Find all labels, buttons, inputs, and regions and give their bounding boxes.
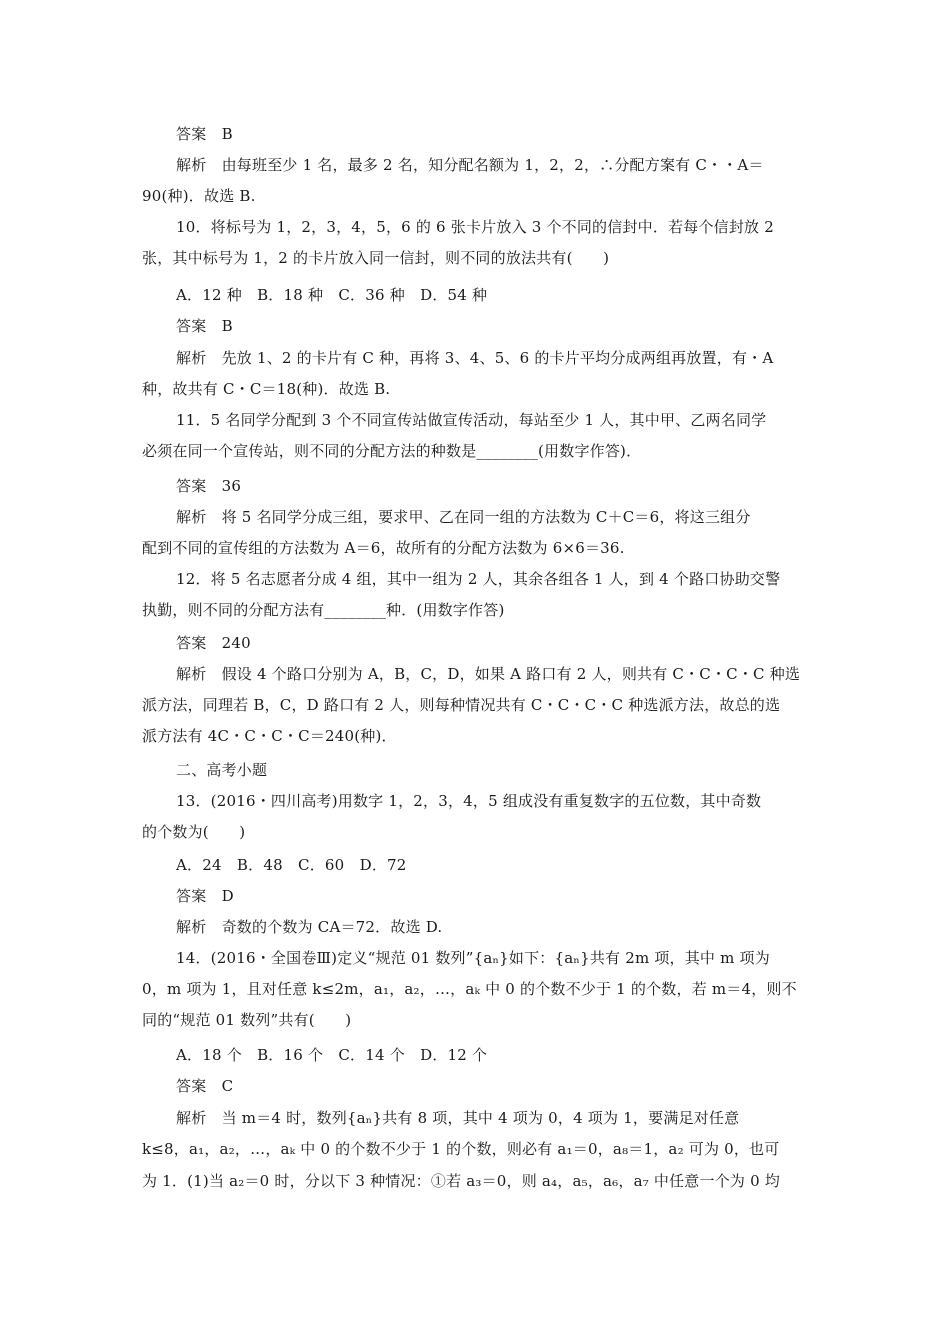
q12-stem-cont: 执勤，则不同的分配方法有________种．(用数字作答) (142, 601, 505, 619)
q10-stem: 10．将标号为 1，2，3，4，5，6 的 6 张卡片放入 3 个不同的信封中．若每个信封放 2 (176, 218, 774, 236)
q11-answer: 答案 36 (176, 477, 242, 495)
q13-stem: 13．(2016・四川高考)用数字 1，2，3，4，5 组成没有重复数字的五位数，其中奇数 (176, 792, 762, 810)
q14-solution: 解析 当 m＝4 时，数列{aₙ}共有 8 项，其中 4 项为 0，4 项为 1，要满足对任意 (176, 1109, 740, 1127)
q13-solution: 解析 奇数的个数为 CA＝72．故选 D. (176, 918, 443, 936)
q9-solution: 解析 由每班至少 1 名，最多 2 名，知分配名额为 1，2，2，∴分配方案有 C・・A＝ (176, 156, 764, 174)
q14-options: A．18 个 B．16 个 C．14 个 D．12 个 (176, 1046, 488, 1064)
q13-options: A．24 B．48 C．60 D．72 (176, 856, 407, 874)
q10-solution-cont: 种，故共有 C・C＝18(种)．故选 B. (142, 380, 391, 398)
q10-solution: 解析 先放 1、2 的卡片有 C 种，再将 3、4、5、6 的卡片平均分成两组再放置，有・A (176, 349, 774, 367)
q14-stem: 14．(2016・全国卷Ⅲ)定义“规范 01 数列”{aₙ}如下：{aₙ}共有 2m 项，其中 m 项为 (176, 949, 770, 967)
q9-answer: 答案 B (176, 125, 233, 143)
q12-answer: 答案 240 (176, 634, 251, 652)
q12-stem: 12．将 5 名志愿者分成 4 组，其中一组为 2 人，其余各组各 1 人，到 4 个路口协助交警 (176, 570, 781, 588)
q14-answer: 答案 C (176, 1077, 234, 1095)
q13-answer: 答案 D (176, 887, 234, 905)
q13-stem-cont: 的个数为( ) (142, 823, 246, 841)
q14-stem-cont-1: 0，m 项为 1，且对任意 k≤2m，a₁，a₂，…，aₖ 中 0 的个数不少于 1 的个数，若 m＝4，则不 (142, 980, 797, 998)
q14-solution-cont-1: k≤8，a₁，a₂，…，aₖ 中 0 的个数不少于 1 的个数，则必有 a₁＝0，a₈＝1，a₂ 可为 0，也可 (142, 1140, 780, 1158)
q11-stem: 11．5 名同学分配到 3 个不同宣传站做宣传活动，每站至少 1 人，其中甲、乙两名同学 (176, 411, 767, 429)
q10-answer: 答案 B (176, 317, 233, 335)
q12-solution-cont-1: 派方法，同理若 B，C，D 路口有 2 人，则每种情况共有 C・C・C・C 种选派方法，故总的选 (142, 696, 781, 714)
q11-solution: 解析 将 5 名同学分成三组，要求甲、乙在同一组的方法数为 C＋C＝6，将这三组分 (176, 508, 751, 526)
q11-stem-cont: 必须在同一个宣传站，则不同的分配方法的种数是________(用数字作答)． (142, 442, 642, 460)
q12-solution: 解析 假设 4 个路口分别为 A，B，C，D，如果 A 路口有 2 人，则共有 C・C・C・C 种选 (176, 665, 801, 683)
q14-stem-cont-2: 同的“规范 01 数列”共有( ) (142, 1011, 352, 1029)
q12-solution-cont-2: 派方法有 4C・C・C・C＝240(种)． (142, 727, 397, 745)
q14-solution-cont-2: 为 1．(1)当 a₂＝0 时，分以下 3 种情况：①若 a₃＝0，则 a₄，a₅，a₆，a₇ 中任意一个为 0 均 (142, 1172, 780, 1190)
q9-solution-cont: 90(种)．故选 B. (142, 187, 256, 205)
q10-stem-cont: 张，其中标号为 1，2 的卡片放入同一信封，则不同的放法共有( ) (142, 249, 610, 267)
q11-solution-cont: 配到不同的宣传组的方法数为 A＝6，故所有的分配方法数为 6×6＝36. (142, 539, 625, 557)
q10-options: A．12 种 B．18 种 C．36 种 D．54 种 (176, 286, 488, 304)
section-heading: 二、高考小题 (176, 761, 268, 779)
